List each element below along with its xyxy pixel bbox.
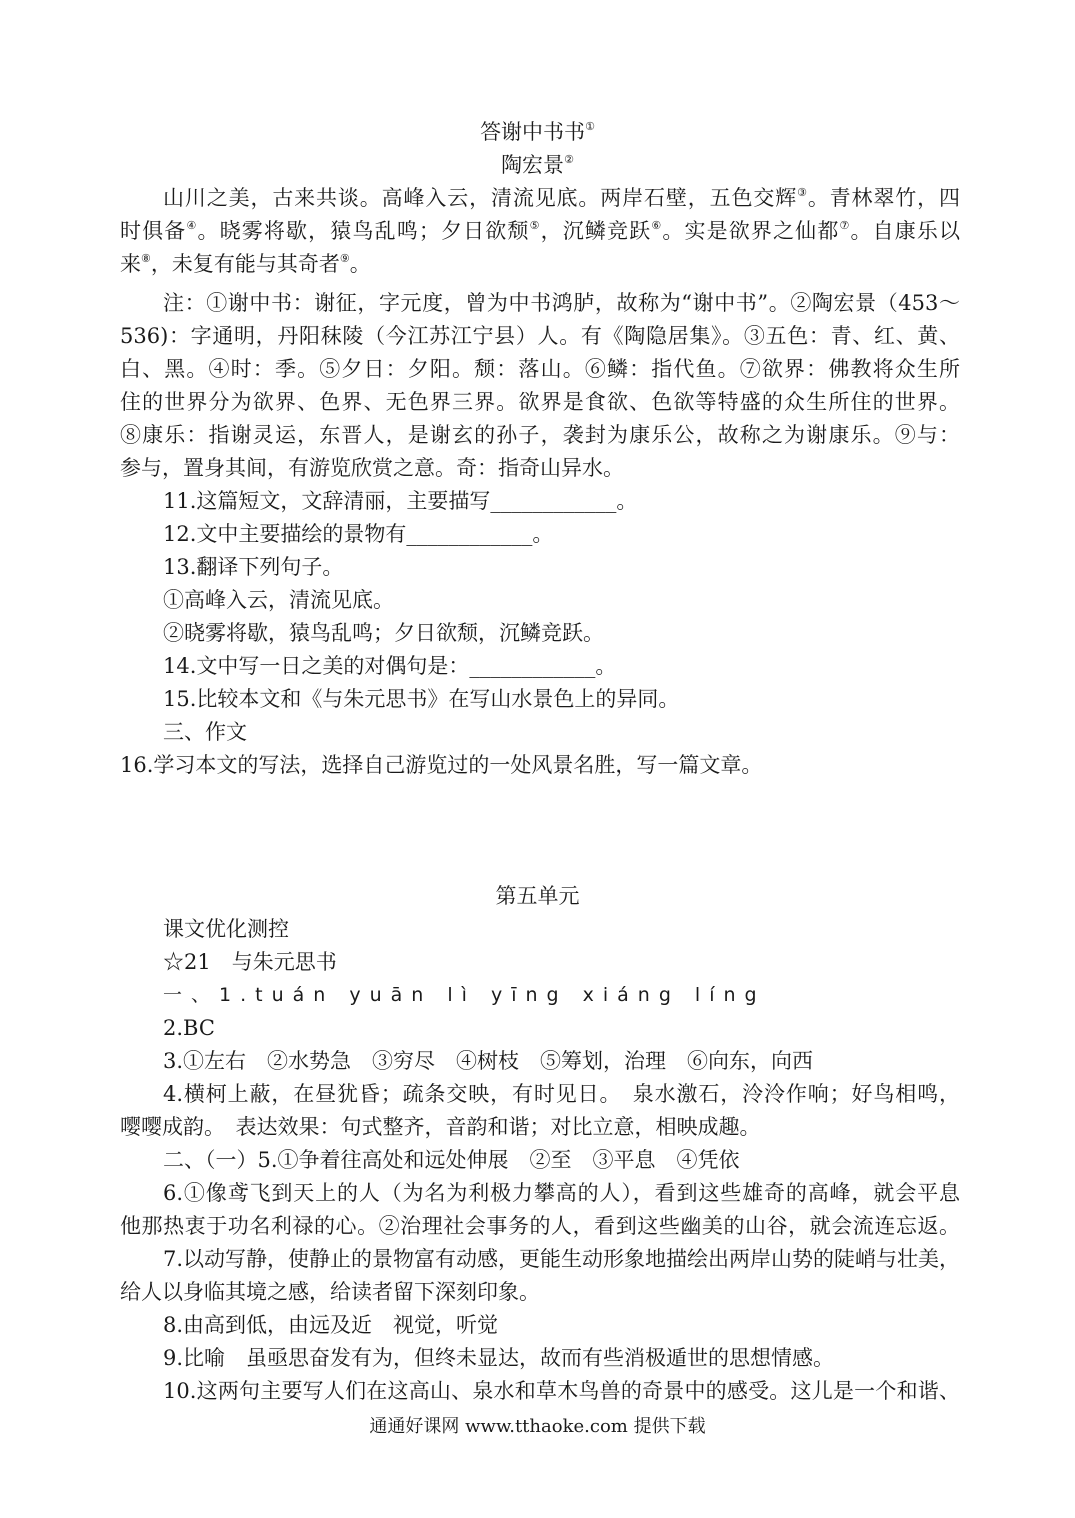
answer-7-cont: 给人以身临其境之感，给读者留下深刻印象。 [120, 1280, 540, 1304]
question-15: 15.比较本文和《与朱元思书》在写山水景色上的异同。 [163, 687, 680, 711]
question-12: 12.文中主要描绘的景物有____________。 [163, 522, 554, 546]
answer-5: 二、（一）5.①争着往高处和远处伸展 ②至 ③平息 ④凭依 [163, 1148, 740, 1172]
answer-9: 9.比喻 虽亟思奋发有为，但终未显达，故而有些消极遁世的思想情感。 [163, 1346, 835, 1370]
footnote-marker: ⑨ [339, 252, 350, 265]
answers-section-title: 课文优化测控 [163, 917, 289, 941]
answer-2: 2.BC [163, 1016, 215, 1040]
answer-7: 7.以动写静，使静止的景物富有动感，更能生动形象地描绘出两岸山势的陡峭与壮美， [163, 1247, 961, 1271]
question-13-item-2: ②晓雾将歇，猿鸟乱鸣；夕日欲颓，沉鳞竞跃。 [163, 621, 604, 645]
note-line: 注：①谢中书：谢征，字元度，曾为中书鸿胪，故称为“谢中书”。②陶宏景（453～ [163, 291, 960, 315]
answer-4-cont: 嘤嘤成韵。 表达效果：句式整齐，音韵和谐；对比立意，相映成趣。 [120, 1115, 761, 1139]
footnote-marker: ① [585, 120, 595, 133]
footnote-marker: ⑥ [651, 219, 663, 232]
question-16: 16.学习本文的写法，选择自己游览过的一处风景名胜，写一篇文章。 [120, 753, 763, 777]
note-line: 536)：字通明，丹阳秣陵（今江苏江宁县）人。有《陶隐居集》。③五色：青、红、黄、 [120, 324, 960, 348]
essay-body-line: 来⑧，未复有能与其奇者⑨。 [120, 252, 371, 276]
unit-title: 第五单元 [495, 884, 580, 908]
note-line: 参与，置身其间，有游览欣赏之意。奇：指奇山异水。 [120, 456, 624, 480]
note-line: ⑧康乐：指谢灵运，东晋人，是谢玄的孙子，袭封为康乐公，故称之为谢康乐。⑨与： [120, 423, 960, 447]
footnote-marker: ⑧ [141, 252, 151, 265]
note-line: 白、黑。④时：季。⑤夕日：夕阳。颓：落山。⑥鳞：指代鱼。⑦欲界：佛教将众生所 [120, 357, 960, 381]
footnote-marker: ⑦ [839, 219, 851, 232]
question-13-item-1: ①高峰入云，清流见底。 [163, 588, 394, 612]
question-14: 14.文中写一日之美的对偶句是：____________。 [163, 654, 617, 678]
answer-6: 6.①像鸢飞到天上的人（为名为利极力攀高的人），看到这些雄奇的高峰，就会平息 [163, 1181, 960, 1205]
answer-6-cont: 他那热衷于功名利禄的心。②治理社会事务的人，看到这些幽美的山谷，就会流连忘返。 [120, 1214, 960, 1238]
answer-4: 4.横柯上蔽，在昼犹昏；疏条交映，有时见日。 泉水激石，泠泠作响；好鸟相鸣， [163, 1082, 960, 1106]
page-footer: 通通好课网 www.tthaoke.com 提供下载 [369, 1416, 706, 1437]
footnote-marker: ② [564, 153, 574, 166]
answer-1-pinyin: 一、1.tuán yuān lì yīng xiáng líng [163, 984, 766, 1006]
essay-body-line: 山川之美，古来共谈。高峰入云，清流见底。两岸石壁，五色交辉③。青林翠竹，四 [163, 186, 960, 210]
note-line: 住的世界分为欲界、色界、无色界三界。欲界是食欲、色欲等特盛的众生所住的世界。 [120, 390, 960, 414]
section-heading-composition: 三、作文 [163, 720, 247, 744]
answer-10: 10.这两句主要写人们在这高山、泉水和草木鸟兽的奇景中的感受。这儿是一个和谐、 [163, 1379, 960, 1403]
answer-3: 3.①左右 ②水势急 ③穷尽 ④树枝 ⑤筹划，治理 ⑥向东，向西 [163, 1049, 814, 1073]
question-11: 11.这篇短文，文辞清丽，主要描写____________。 [163, 489, 638, 513]
essay-title: 答谢中书书① [480, 120, 595, 144]
footnote-marker: ④ [186, 219, 198, 232]
footnote-marker: ③ [797, 186, 808, 199]
answer-8: 8.由高到低，由远及近 视觉，听觉 [163, 1313, 499, 1337]
question-13: 13.翻译下列句子。 [163, 555, 344, 579]
footnote-marker: ⑤ [529, 219, 541, 232]
essay-author: 陶宏景② [501, 153, 574, 177]
essay-body-line: 时俱备④。晓雾将歇，猿鸟乱鸣；夕日欲颓⑤，沉鳞竞跃⑥。实是欲界之仙都⑦。自康乐以 [120, 219, 961, 243]
answers-lesson-title: ☆21 与朱元思书 [163, 950, 337, 974]
